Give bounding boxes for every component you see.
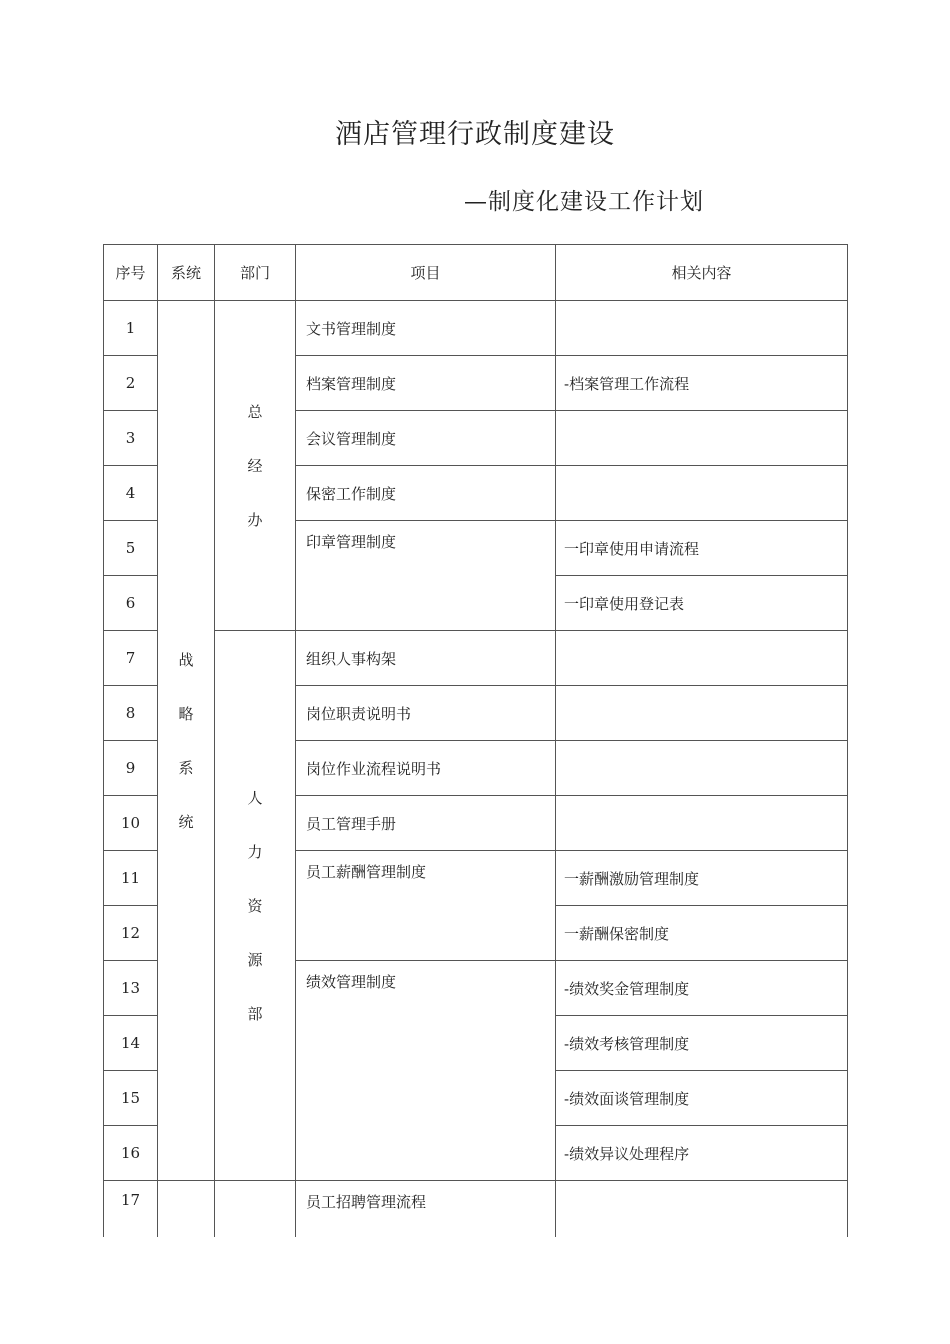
item-cell: 组织人事构架	[296, 631, 556, 686]
content-cell	[556, 686, 848, 741]
seq-cell: 2	[104, 356, 158, 411]
content-cell: -绩效考核管理制度	[556, 1016, 848, 1071]
dept-char: 总	[247, 402, 263, 421]
table-header-row	[104, 245, 848, 301]
seq-cell: 10	[104, 796, 158, 851]
dept-char: 源	[247, 950, 263, 969]
content-cell: 一印章使用登记表	[556, 576, 848, 631]
content-cell: -绩效异议处理程序	[556, 1126, 848, 1181]
dept-char: 经	[247, 456, 263, 475]
content-cell	[556, 741, 848, 796]
dept-char: 办	[247, 510, 263, 529]
item-cell: 绩效管理制度	[296, 961, 556, 1181]
content-cell	[556, 796, 848, 851]
dept-cell-empty	[215, 1181, 296, 1237]
header-dept: 部门	[215, 245, 296, 301]
header-item: 项目	[296, 245, 556, 301]
item-cell: 会议管理制度	[296, 411, 556, 466]
content-cell	[556, 466, 848, 521]
system-char: 系	[178, 758, 194, 777]
dept-char: 部	[247, 1004, 263, 1023]
item-cell: 文书管理制度	[296, 301, 556, 356]
seq-cell: 16	[104, 1126, 158, 1181]
content-cell	[556, 301, 848, 356]
table-row	[104, 631, 848, 686]
document-title: 酒店管理行政制度建设	[335, 119, 615, 150]
system-char: 略	[178, 704, 194, 723]
document-subtitle: —制度化建设工作计划	[464, 189, 704, 215]
system-cell	[158, 301, 215, 1181]
content-cell: -绩效奖金管理制度	[556, 961, 848, 1016]
dept-cell-general-office	[215, 301, 296, 631]
seq-cell: 13	[104, 961, 158, 1016]
table-row	[104, 1181, 848, 1237]
seq-cell: 9	[104, 741, 158, 796]
table-row	[104, 301, 848, 356]
item-cell: 员工管理手册	[296, 796, 556, 851]
seq-cell: 8	[104, 686, 158, 741]
seq-cell: 5	[104, 521, 158, 576]
seq-cell: 4	[104, 466, 158, 521]
system-char: 战	[178, 650, 194, 669]
dept-cell-hr	[215, 631, 296, 1181]
header-system: 系统	[158, 245, 215, 301]
item-cell: 保密工作制度	[296, 466, 556, 521]
header-seq: 序号	[104, 245, 158, 301]
header-content: 相关内容	[556, 245, 848, 301]
content-cell: -绩效面谈管理制度	[556, 1071, 848, 1126]
item-cell: 档案管理制度	[296, 356, 556, 411]
item-cell: 员工薪酬管理制度	[296, 851, 556, 961]
system-char: 统	[178, 812, 194, 831]
content-cell: 一薪酬激励管理制度	[556, 851, 848, 906]
seq-cell: 7	[104, 631, 158, 686]
seq-cell: 15	[104, 1071, 158, 1126]
plan-table	[103, 244, 848, 1237]
content-cell: 一印章使用申请流程	[556, 521, 848, 576]
system-cell-empty	[158, 1181, 215, 1237]
seq-cell: 11	[104, 851, 158, 906]
item-cell: 岗位作业流程说明书	[296, 741, 556, 796]
dept-char: 力	[247, 842, 263, 861]
item-cell: 印章管理制度	[296, 521, 556, 631]
content-cell	[556, 411, 848, 466]
dept-char: 人	[247, 788, 263, 807]
item-cell: 岗位职责说明书	[296, 686, 556, 741]
seq-cell: 17	[104, 1181, 158, 1237]
content-cell: 一薪酬保密制度	[556, 906, 848, 961]
seq-cell: 1	[104, 301, 158, 356]
seq-cell: 3	[104, 411, 158, 466]
seq-cell: 12	[104, 906, 158, 961]
item-cell: 员工招聘管理流程	[296, 1181, 556, 1237]
dept-char: 资	[247, 896, 263, 915]
content-cell: -档案管理工作流程	[556, 356, 848, 411]
content-cell	[556, 1181, 848, 1237]
seq-cell: 6	[104, 576, 158, 631]
seq-cell: 14	[104, 1016, 158, 1071]
content-cell	[556, 631, 848, 686]
